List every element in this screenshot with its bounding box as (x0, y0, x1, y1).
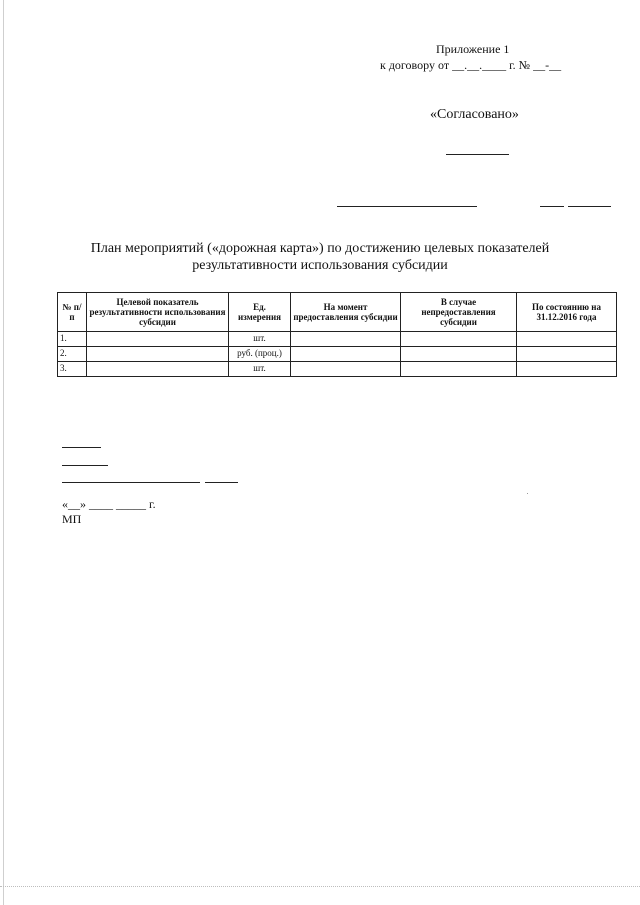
agreed-label: «Согласовано» (430, 107, 519, 122)
table-header-row (58, 293, 617, 332)
page-left-edge (3, 0, 4, 905)
signatory-name-line (62, 482, 200, 483)
table-row (58, 332, 617, 347)
header-unit: Ед. измерения (229, 293, 291, 332)
signature-date: «__» ____ _____ г. (62, 497, 156, 511)
row-indicator-cell (87, 362, 229, 377)
row-as-of-cell (517, 332, 617, 347)
header-as-of: По состоянию на 31.12.2016 года (517, 293, 617, 332)
header-at-grant: На момент предоставления субсидии (291, 293, 401, 332)
approver-name-line (337, 206, 477, 207)
signatory-organization-line (62, 465, 108, 466)
row-unit: руб. (проц.) (229, 347, 291, 362)
row-indicator-cell (87, 332, 229, 347)
row-no-grant-cell (401, 332, 517, 347)
row-number: 1. (58, 332, 87, 347)
table-row (58, 347, 617, 362)
row-number: 2. (58, 347, 87, 362)
row-unit: шт. (229, 332, 291, 347)
row-as-of-cell (517, 347, 617, 362)
header-number: № п/п (58, 293, 87, 332)
table-row (58, 362, 617, 377)
appendix-title: Приложение 1 (436, 42, 510, 56)
approval-date-line-long (568, 206, 611, 207)
signature-line (205, 482, 238, 483)
roadmap-table (57, 292, 617, 377)
row-no-grant-cell (401, 347, 517, 362)
row-number: 3. (58, 362, 87, 377)
row-no-grant-cell (401, 362, 517, 377)
approval-date-line-short (540, 206, 564, 207)
approver-position-line (446, 154, 509, 155)
scan-speck (527, 493, 528, 494)
stamp-placeholder: МП (62, 512, 82, 526)
row-unit: шт. (229, 362, 291, 377)
header-no-grant: В случае непредоставления субсидии (401, 293, 517, 332)
page-bottom-edge (0, 886, 640, 887)
document-title: План мероприятий («дорожная карта») по достижению целевых показателей результативности использования субсидии (90, 241, 550, 273)
signatory-position-line (62, 447, 101, 448)
row-at-grant-cell (291, 332, 401, 347)
header-indicator: Целевой показатель результативности использования субсидии (87, 293, 229, 332)
row-as-of-cell (517, 362, 617, 377)
appendix-contract-reference: к договору от __.__.____ г. № __-__ (380, 58, 562, 72)
row-at-grant-cell (291, 362, 401, 377)
row-at-grant-cell (291, 347, 401, 362)
row-indicator-cell (87, 347, 229, 362)
